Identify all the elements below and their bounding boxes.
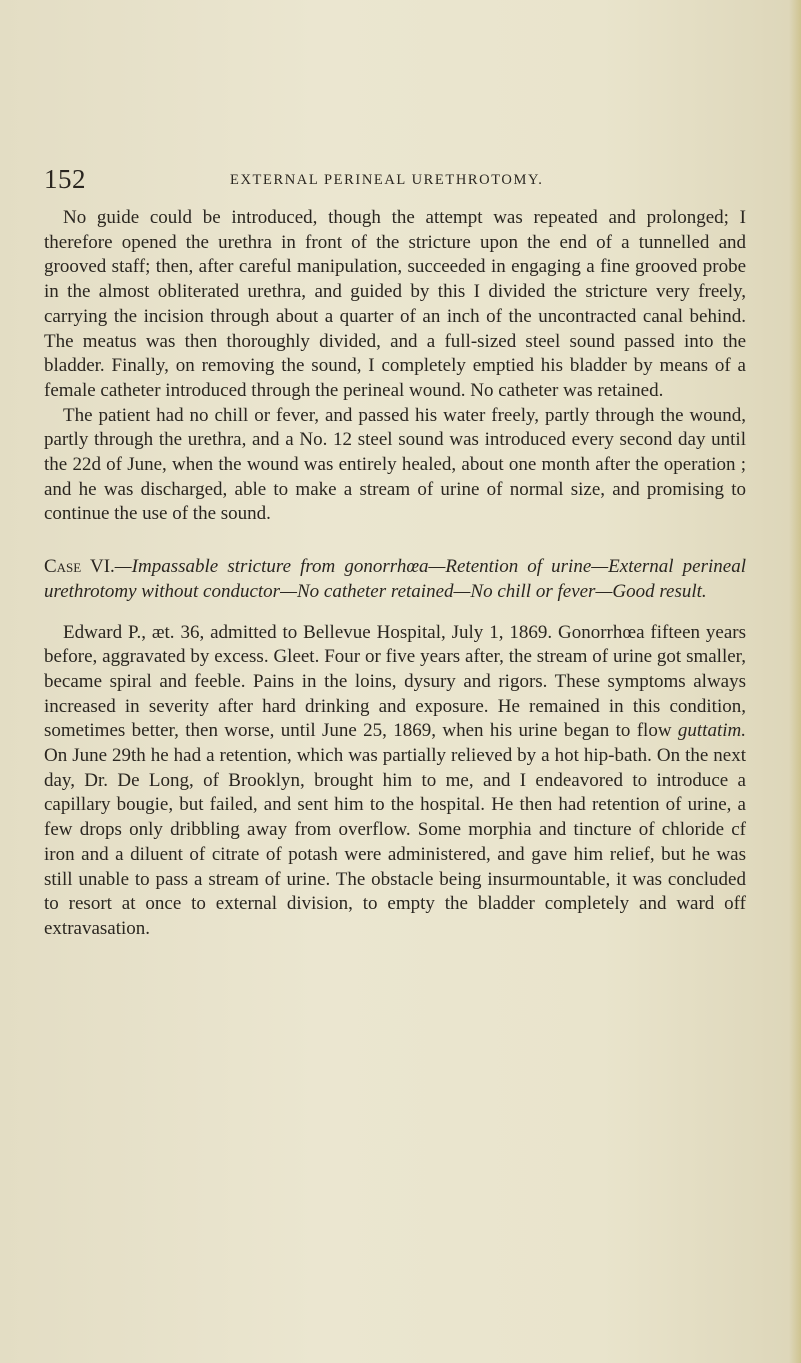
- case-title: —Impassable stricture from gonorrhœa—Retention of urine—External perineal urethrotomy without conductor—No catheter retained—No chill or fever—Good result.: [44, 556, 746, 602]
- body-text: [44, 206, 746, 942]
- case-heading: [44, 555, 746, 604]
- page-edge-shadow: [789, 0, 801, 1363]
- header-title: EXTERNAL PERINEAL URETHROTOMY.: [230, 172, 544, 188]
- case-history-text-1: Edward P., æt. 36, admitted to Bellevue Hospital, July 1, 1869. Gonorrhœa fifteen years before, aggravated by excess. Gleet. Four or five years after, the stream of urine got smaller, became spiral and feeble. Pains in the loins, dysury and rigors. These symptoms always increased in severity after hard drinking and exposure. He remained in this condition, sometimes better, then worse, until June 25, 1869, when his urine began to flow: [44, 621, 746, 742]
- case-history-italic: guttatim.: [677, 720, 746, 742]
- running-head: [44, 164, 744, 194]
- paragraph-recovery: The patient had no chill or fever, and passed his water freely, partly through the wound, partly through the urethra, and a No. 12 steel sound was introduced every second day until the 22d of June, when the wound was entirely healed, about one month after the operation ; and he was discharged, able to make a stream of urine of normal size, and promising to continue the use of the sound.: [44, 404, 746, 525]
- case-label: Case VI.: [44, 556, 115, 578]
- case-history-text-2: On June 29th he had a retention, which was partially relieved by a hot hip-bath. On the next day, Dr. De Long, of Brooklyn, brought him to me, and I endeavored to introduce a capillary bougie, but failed, and sent him to the hospital. He then had retention of urine, a few drops only dribbling away from overflow. Some morphia and tincture of chloride cf iron and a diluent of citrate of potash were administered, and gave him relief, but he was still unable to pass a stream of urine. The obstacle being insurmountable, it was concluded to resort at once to external division, to empty the bladder completely and ward off extravasation.: [44, 745, 746, 939]
- page-number: 152: [44, 164, 86, 194]
- paragraph-operation: No guide could be introduced, though the attempt was repeated and prolonged; I therefore opened the urethra in front of the stricture upon the end of a tunnelled and grooved staff; then, after careful manipulation, succeeded in engaging a fine grooved probe in the almost obliterated urethra, and guided by this I divided the stricture very freely, carrying the incision through about a quarter of an inch of the uncontracted canal behind. The meatus was then thoroughly divided, and a full-sized steel sound passed into the bladder. Finally, on removing the sound, I completely emptied his bladder by means of a female catheter introduced through the perineal wound. No catheter was retained.: [44, 207, 746, 401]
- paragraph-case-history: [44, 621, 746, 942]
